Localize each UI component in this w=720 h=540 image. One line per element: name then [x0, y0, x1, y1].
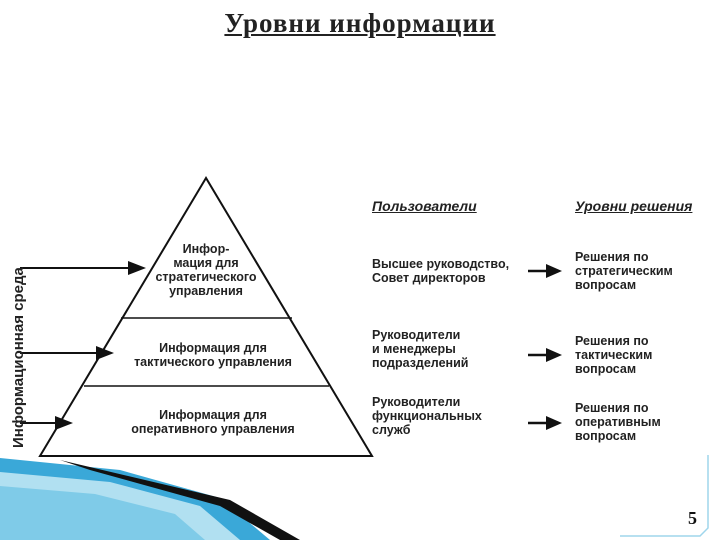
decision-tactical: Решения по тактическим вопросам	[575, 334, 653, 376]
user-group-strategic: Высшее руководство, Совет директоров	[372, 257, 510, 285]
information-environment-label: Информационная среда	[10, 267, 27, 448]
arrow-left-strategic	[20, 261, 146, 275]
header-users: Пользователи	[372, 198, 477, 214]
arrow-right-operational	[528, 416, 562, 430]
slide-title: Уровни информации	[224, 8, 496, 38]
user-group-tactical: Руководители и менеджеры подразделений	[372, 328, 469, 370]
arrow-right-strategic	[528, 264, 562, 278]
header-decision-levels: Уровни решения	[575, 198, 693, 214]
decision-strategic: Решения по стратегическим вопросам	[575, 250, 673, 292]
pyramid-level-operational: Информация для оперативного управления	[131, 408, 295, 436]
pyramid-level-tactical: Информация для тактического управления	[134, 341, 292, 369]
page-number: 5	[688, 508, 697, 528]
pyramid-level-strategic: Инфор- мация для стратегического управления	[155, 242, 257, 298]
decorative-swoosh	[0, 458, 300, 540]
arrow-right-tactical	[528, 348, 562, 362]
decision-operational: Решения по оперативным вопросам	[575, 401, 661, 443]
user-group-operational: Руководители функциональных служб	[372, 395, 482, 437]
arrow-left-tactical	[20, 346, 114, 360]
